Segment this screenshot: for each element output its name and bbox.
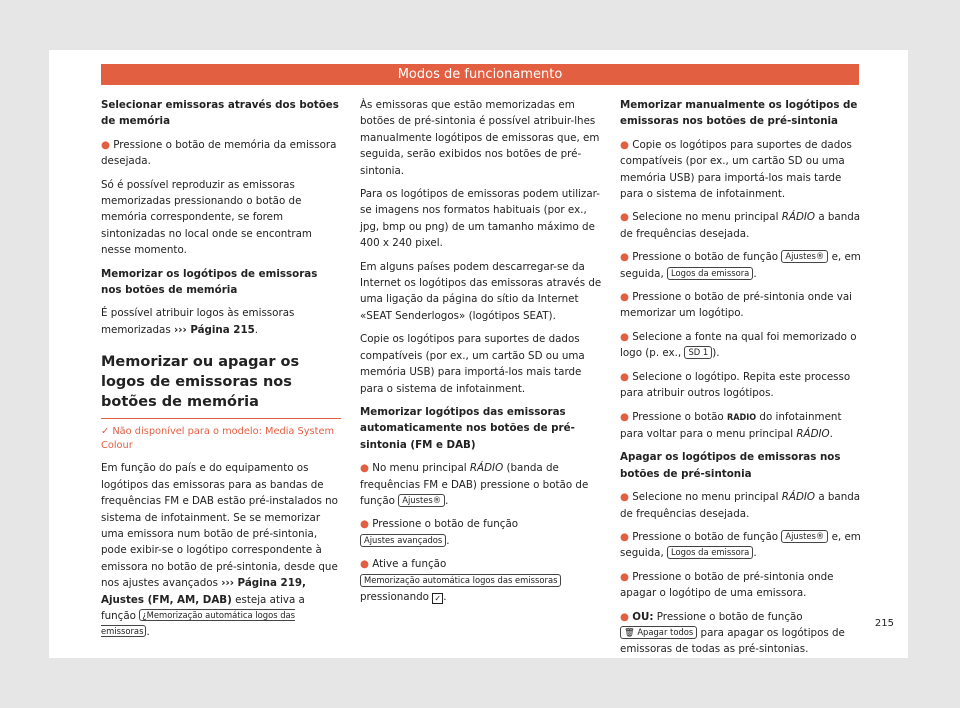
manual-page xyxy=(49,50,908,658)
function-button-auto-logos: ¿Memorização automática logos das emissoras xyxy=(101,609,296,637)
function-button-settings: Ajustes® xyxy=(781,250,828,263)
paragraph: Às emissoras que estão memorizadas em botões de pré-sintonia é possível atribuir-lhes manualmente logótipos de emissoras que, em seguida, serão exibidos nos botões de pré-sintonia. xyxy=(360,99,600,177)
section-title: Memorizar ou apagar os logos de emissoras nos botões de memória xyxy=(101,352,341,419)
heading-auto-logos: Memorizar logótipos das emissoras automaticamente nos botões de pré-sintonia (FM e DAB) xyxy=(360,405,575,451)
function-button-delete-all: 🗑 Apagar todos xyxy=(620,626,697,639)
page-reference-link[interactable]: ››› Página 215 xyxy=(174,323,255,336)
page-reference-link[interactable]: ››› Página 219, Ajustes (FM, AM, DAB) xyxy=(101,577,306,606)
bullet-item: ● Pressione o botão de pré-sintonia onde apagar o logótipo de uma emissora. xyxy=(620,570,834,600)
bullet-item: ● No menu principal RÁDIO (banda de frequências FM e DAB) pressione o botão de função Ajustes® . xyxy=(360,462,589,507)
bullet-icon: ● xyxy=(360,558,373,571)
bullet-icon: ● xyxy=(620,330,633,343)
check-icon: ✓ xyxy=(101,426,113,438)
heading-manual-logos: Memorizar manualmente os logótipos de emissoras nos botões de pré-sintonia xyxy=(620,99,858,128)
page-header: Modos de funcionamento xyxy=(101,64,859,85)
paragraph: Em função do país e do equipamento os logótipos das emissoras para as bandas de frequências FM e DAB estão pré-instalados no sistema de infotainment. Se se memorizar uma emissora num botão de pré-sintonia, pode exibir-se o logótipo correspondente à emissora no botão de pré-sintonia, desde que nos ajustes avançados ››› Página 219, Ajustes (FM, AM, DAB) esteja ativa a função ¿Memorização automática logos das emissoras . xyxy=(101,462,338,639)
bullet-item: ● Selecione a fonte na qual foi memorizado o logo (p. ex., SD 1 ). xyxy=(620,330,857,360)
bullet-icon: ● xyxy=(620,138,633,151)
page-number: 215 xyxy=(874,618,894,629)
checkbox-icon: ✓ xyxy=(432,593,443,604)
bullet-item: ● Pressione o botão RADIO do infotainment para voltar para o menu principal RÁDIO. xyxy=(620,410,842,440)
function-button-auto-logos: Memorização automática logos das emissoras xyxy=(360,574,561,587)
bullet-item: ● Copie os logótipos para suportes de dados compatíveis (por ex., um cartão SD ou uma memória USB) para importá-los mais tarde para o sistema de infotainment. xyxy=(620,138,852,201)
bullet-icon: ● xyxy=(620,610,633,623)
bullet-icon: ● xyxy=(620,211,633,224)
function-button-sd1: SD 1 xyxy=(684,346,712,359)
paragraph: Para os logótipos de emissoras podem utilizar-se imagens nos formatos habituais (por ex., jpg, bmp ou png) de um tamanho máximo de 400 x 240 pixel. xyxy=(360,188,600,250)
column-2 xyxy=(360,97,604,612)
paragraph: É possível atribuir logos às emissoras memorizadas ››› Página 215. xyxy=(101,307,295,336)
bullet-icon: ● xyxy=(620,410,633,423)
bullet-icon: ● xyxy=(620,570,633,583)
paragraph: Em alguns países podem descarregar-se da Internet os logótipos das emissoras através de uma ligação da página do sítio da Internet «SEAT Senderlogos» (logótipos SEAT). xyxy=(360,260,602,322)
trash-icon: 🗑 xyxy=(624,626,635,637)
bullet-icon: ● xyxy=(620,291,633,304)
bullet-item: ● Pressione o botão de função Ajustes® e, em seguida, Logos da emissora . xyxy=(620,251,861,280)
bullet-icon: ● xyxy=(620,491,633,504)
heading-delete-logos: Apagar os logótipos de emissoras nos botões de pré-sintonia xyxy=(620,451,841,480)
bullet-icon: ● xyxy=(620,530,633,543)
heading-select-stations: Selecionar emissoras através dos botões de memória xyxy=(101,99,339,128)
bullet-item: ● Selecione o logótipo. Repita este processo para atribuir outros logótipos. xyxy=(620,370,851,400)
bullet-item: ● Pressione o botão de pré-sintonia onde vai memorizar um logótipo. xyxy=(620,291,853,320)
bullet-icon: ● xyxy=(620,370,633,383)
bullet-item: ● Pressione o botão de memória da emissora desejada. xyxy=(101,138,337,168)
bullet-icon: ● xyxy=(360,462,373,475)
bullet-item: ● Selecione no menu principal RÁDIO a banda de frequências desejada. xyxy=(620,211,861,240)
bullet-item: ● OU: Pressione o botão de função 🗑 Apagar todos para apagar os logótipos de emissoras de todas as pré-sintonias. xyxy=(620,610,845,656)
column-3 xyxy=(620,97,861,665)
paragraph: Só é possível reproduzir as emissoras memorizadas pressionando o botão de memória correspondente, se forem sintonizadas no local onde se encontram nesse momento. xyxy=(101,178,312,257)
paragraph: Copie os logótipos para suportes de dados compatíveis (por ex., um cartão SD ou uma memória USB) para importá-los mais tarde para o sistema de infotainment. xyxy=(360,333,585,395)
function-button-settings: Ajustes® xyxy=(398,494,445,507)
bullet-icon: ● xyxy=(620,251,633,264)
function-button-station-logos: Logos da emissora xyxy=(667,546,753,559)
bullet-item: ● Pressione o botão de função Ajustes avançados . xyxy=(360,518,519,547)
function-button-settings: Ajustes® xyxy=(781,530,828,543)
function-button-advanced-settings: Ajustes avançados xyxy=(360,534,446,547)
heading-memorize-logos: Memorizar os logótipos de emissoras nos botões de memória xyxy=(101,267,318,297)
bullet-icon: ● xyxy=(360,518,373,531)
bullet-item: ● Selecione no menu principal RÁDIO a banda de frequências desejada. xyxy=(620,491,861,520)
bullet-item: ● Pressione o botão de função Ajustes® e, em seguida, Logos da emissora . xyxy=(620,530,861,560)
radio-key-icon: RADIO xyxy=(727,412,757,423)
bullet-item: ● Ative a função Memorização automática logos das emissoras pressionando ✓ . xyxy=(360,556,604,605)
function-button-station-logos: Logos da emissora xyxy=(667,267,753,280)
column-1 xyxy=(101,97,341,648)
availability-note: ✓ Não disponível para o modelo: Media System Colour xyxy=(101,426,335,452)
bullet-icon: ● xyxy=(101,138,114,151)
